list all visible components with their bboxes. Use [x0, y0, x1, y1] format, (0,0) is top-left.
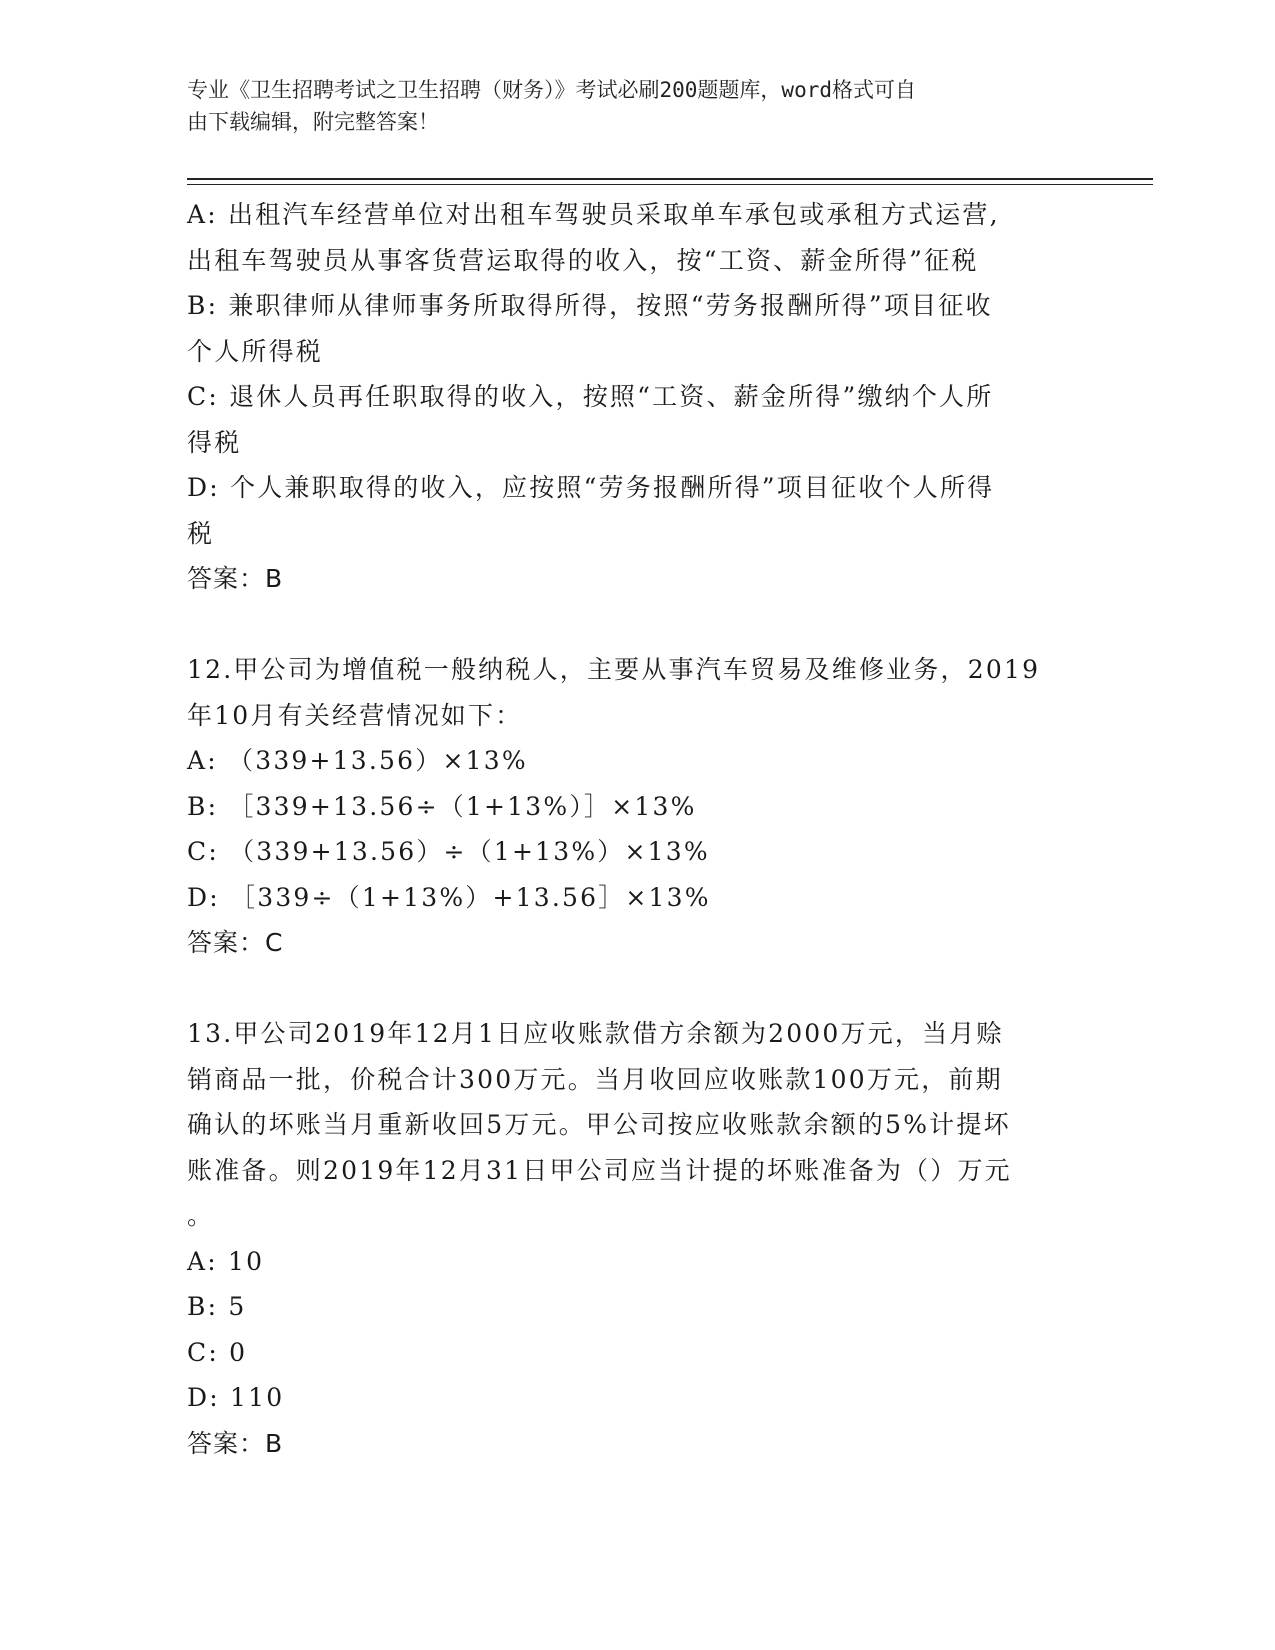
spacer — [187, 966, 1082, 1012]
option-a: A: （339+13.56）×13% — [187, 746, 528, 775]
header-divider-thick — [187, 178, 1153, 180]
option-b-line-1: B: 兼职律师从律师事务所取得所得，按照“劳务报酬所得”项目征收 — [187, 291, 993, 320]
stem-line-2: 销商品一批，价税合计300万元。当月收回应收账款100万元，前期 — [187, 1064, 1003, 1094]
option-d-line-1: D: 个人兼职取得的收入，应按照“劳务报酬所得”项目征收个人所得 — [187, 473, 995, 502]
answer-13: 答案：B — [187, 1428, 284, 1458]
option-c-line-2: 得税 — [187, 427, 242, 457]
header-line-2: 由下载编辑，附完整答案！ — [187, 110, 439, 134]
stem-line-4: 账准备。则2019年12月31日甲公司应当计提的坏账准备为（）万元 — [187, 1155, 1012, 1185]
header-divider-thin — [187, 184, 1153, 185]
question-content — [187, 192, 1082, 1466]
option-d: D: 110 — [187, 1383, 285, 1412]
document-header — [187, 74, 1087, 138]
header-line-1: 专业《卫生招聘考试之卫生招聘（财务）》考试必刷200题题库，word格式可自 — [187, 78, 916, 102]
stem-line-3: 确认的坏账当月重新收回5万元。甲公司按应收账款余额的5%计提坏 — [187, 1110, 1011, 1139]
option-a: A: 10 — [187, 1246, 265, 1276]
stem-line-5: 。 — [187, 1201, 215, 1230]
option-b: B: ［339+13.56÷（1+13%）］×13% — [187, 791, 697, 821]
option-d: D: ［339÷（1+13%）+13.56］×13% — [187, 882, 711, 912]
stem-line-2: 年10月有关经营情况如下： — [187, 700, 523, 730]
option-a-line-2: 出租车驾驶员从事客货营运取得的收入，按“工资、薪金所得”征税 — [187, 245, 979, 275]
spacer — [187, 602, 1082, 648]
option-c-line-1: C: 退休人员再任职取得的收入，按照“工资、薪金所得”缴纳个人所 — [187, 382, 994, 411]
stem-line-1: 13.甲公司2019年12月1日应收账款借方余额为2000万元，当月赊 — [187, 1019, 1004, 1048]
option-c: C: （339+13.56）÷（1+13%）×13% — [187, 837, 710, 866]
answer-12: 答案：C — [187, 928, 284, 957]
question-11 — [187, 192, 1082, 602]
question-13 — [187, 1011, 1082, 1466]
answer-11: 答案：B — [187, 564, 284, 593]
option-b-line-2: 个人所得税 — [187, 336, 324, 366]
option-a-line-1: A: 出租汽车经营单位对出租车驾驶员采取单车承包或承租方式运营, — [187, 200, 1000, 229]
stem-line-1: 12.甲公司为增值税一般纳税人，主要从事汽车贸易及维修业务，2019 — [187, 655, 1041, 684]
option-b: B: 5 — [187, 1292, 247, 1321]
question-12 — [187, 647, 1082, 966]
option-d-line-2: 税 — [187, 518, 215, 548]
option-c: C: 0 — [187, 1337, 248, 1367]
